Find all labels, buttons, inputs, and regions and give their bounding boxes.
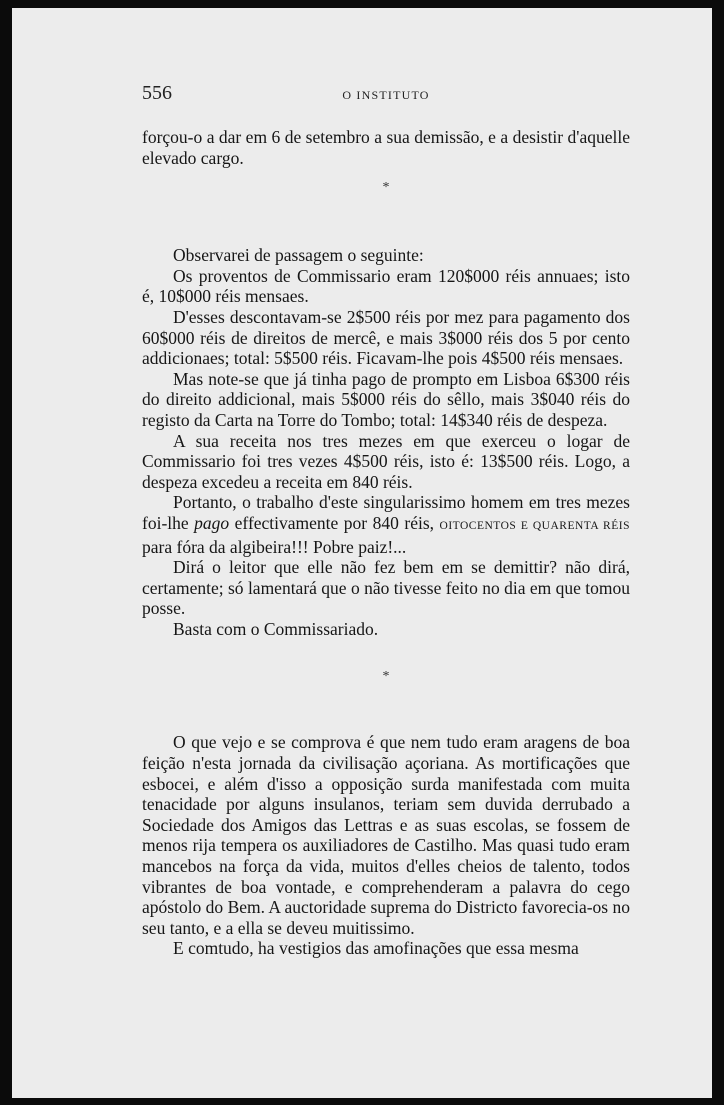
paragraph: E comtudo, ha vestigios das amofinações que essa mesma <box>173 938 579 959</box>
paragraph: A sua receita nos tres mezes em que exerceu o logar de Commissario foi tres vezes 4$500 réis, isto é: 13$500 réis. Logo, a despeza excedeu a receita em 840 réis. <box>142 430 630 492</box>
paragraph: Basta com o Commissariado. <box>173 618 379 639</box>
body-text <box>142 127 630 959</box>
paragraph: Os proventos de Commissario eram 120$000 réis annuaes; isto é, 10$000 réis mensaes. <box>142 265 630 307</box>
paragraph: D'esses descontavam-se 2$500 réis por mez para pagamento dos 60$000 réis de direitos de mercê, e mais 3$000 réis dos 5 por cento addicionaes; total: 5$500 réis. Ficavam-lhe pois 4$500 réis mensaes. <box>142 306 630 369</box>
paragraph-text: para fóra da algibeira!!! Pobre paiz!... <box>142 536 407 557</box>
page-number: 556 <box>142 82 172 104</box>
running-header <box>142 82 630 106</box>
paragraph: Mas note-se que já tinha pago de prompto em Lisboa 6$300 réis do direito addicional, mais 5$000 réis do sêllo, mais 3$040 réis do registo da Carta na Torre do Tombo; total: 14$340 réis de despeza. <box>142 368 630 430</box>
running-title: O INSTITUTO <box>342 88 430 102</box>
paragraph <box>142 492 630 557</box>
section-separator: * <box>382 180 390 196</box>
intro-paragraph: forçou-o a dar em 6 de setembro a sua demissão, e a desistir d'aquelle elevado cargo. <box>142 127 630 168</box>
paragraph: Observarei de passagem o seguinte: <box>173 245 424 266</box>
paragraph: Dirá o leitor que elle não fez bem em se demittir? não dirá, certamente; só lamentará que o não tivesse feito no dia em que tomou posse. <box>142 557 630 619</box>
paragraph-text: effectivamente por 840 réis, <box>229 512 440 533</box>
paragraph: O que vejo e se comprova é que nem tudo eram aragens de boa feição n'esta jornada da civilisação açoriana. As mortificações que esbocei, e além d'isso a opposição surda manifestada com muita tenacidade por alguns insulanos, teriam sem duvida derrubado a Sociedade dos Amigos das Lettras e as suas escolas, se fossem de menos rija tempera os auxiliadores de Castilho. Mas quasi tudo eram mancebos na força da vida, muitos d'elles cheios de talento, todos vibrantes de boa vontade, e comprehenderam a palavra do cego apóstolo do Bem. A auctoridade suprema do Districto favorecia-os no seu tanto, e a ella se deveu muitissimo. <box>142 732 630 938</box>
small-caps-text: OITOCENTOS E QUARENTA RÉIS <box>439 519 630 532</box>
italic-word: pago <box>194 512 230 533</box>
paragraph-text: Portanto, o trabalho d'este singularissimo homem em tres mezes foi-lhe <box>142 492 630 533</box>
section-separator: * <box>382 669 390 685</box>
